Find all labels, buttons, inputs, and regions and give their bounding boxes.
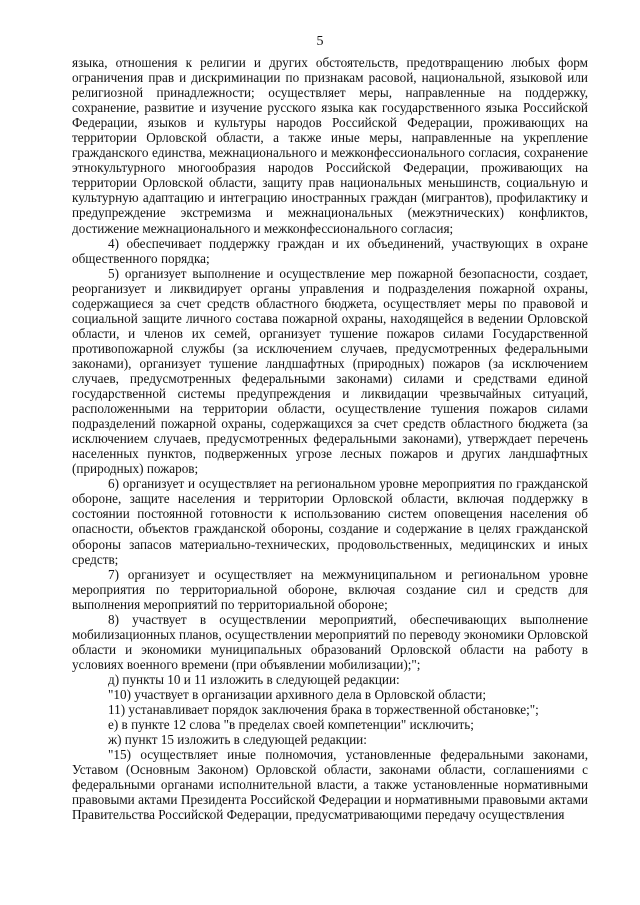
paragraph-item-5: 5) организует выполнение и осуществление мер пожарной безопасности, создает, реорганизует и ликвидирует органы управления и подразделения пожарной охраны, содержащиеся за счет средств областного бюджета, осуществляет меры по правовой и социальной защите личного состава пожарной охраны, находящейся в ведении Орловской области, и членов их семей, организует тушение пожаров силами Государственной противопожарной службы (за исключением случаев, предусмотренных федеральными законами), организует тушение ландшафтных (природных) пожаров (за исключением случаев, предусмотренных федеральными законами) силами и средствами единой государственной системы предупреждения и ликвидации чрезвычайных ситуаций, расположенными на территории области, осуществление тушения пожаров силами подразделений пожарной охраны, содержащихся за счет средств областного бюджета (за исключением случаев, предусмотренных федеральными законами), утверждает перечень населенных пунктов, подверженных угрозе лесных пожаров и других ландшафтных (природных) пожаров;	[72, 265, 588, 477]
page-number: 5	[316, 34, 324, 49]
paragraph-amendment-zh: ж) пункт 15 изложить в следующей редакции:	[108, 732, 367, 748]
paragraph-item-4: 4) обеспечивает поддержку граждан и их объединений, участвующих в охране общественного порядка;	[72, 235, 588, 266]
paragraph-item-7: 7) организует и осуществляет на межмуниципальном и региональном уровне мероприятия по территориальной обороне, включая создание сил и средств для выполнения мероприятий по территориальной обороне;	[72, 566, 588, 612]
paragraph-amendment-d: д) пункты 10 и 11 изложить в следующей редакции:	[108, 671, 400, 687]
paragraph-item-6: 6) организует и осуществляет на региональном уровне мероприятия по гражданской обороне, защите населения и территории Орловской области, включая поддержку в состоянии постоянной готовности к использованию систем оповещения населения об опасности, объектов гражданской обороны, создание и содержание в целях гражданской обороны запасов материально-технических, продовольственных, медицинских и иных средств;	[72, 476, 588, 567]
paragraph-item-11: 11) устанавливает порядок заключения брака в торжественной обстановке;";	[108, 702, 539, 718]
paragraph-item-8: 8) участвует в осуществлении мероприятий, обеспечивающих выполнение мобилизационных планов, осуществлении мероприятий по переводу экономики Орловской области и экономики муниципальных образований Орловской области на работу в условиях военного времени (при объявлении мобилизации);";	[72, 611, 588, 672]
paragraph-continuation: языка, отношения к религии и других обстоятельств, предотвращению любых форм ограничения прав и дискриминации по признакам расовой, национальной, языковой или религиозной принадлежности; осуществляет меры, направленные на поддержку, сохранение, развитие и изучение русского языка как государственного языка Российской Федерации, языков и культуры народов Российской Федерации, проживающих на территории Орловской области, а также иные меры, направленные на укрепление гражданского единства, межнационального и межконфессионального согласия, сохранение этнокультурного многообразия народов Российской Федерации, проживающих на территории Орловской области, защиту прав национальных меньшинств, социальную и культурную адаптацию и интеграцию иностранных граждан (мигрантов), профилактику и предупреждение экстремизма и межнациональных (межэтнических) конфликтов, достижение межнационального и межконфессионального согласия;	[72, 55, 588, 236]
paragraph-item-15: "15) осуществляет иные полномочия, установленные федеральными законами, Уставом (Основным Законом) Орловской области, законами области, соглашениями с федеральными органами исполнительной власти, а также установленные нормативными правовыми актами Президента Российской Федерации и нормативными правовыми актами Правительства Российской Федерации, предусматривающими передачу осуществления	[72, 747, 588, 823]
paragraph-item-10: "10) участвует в организации архивного дела в Орловской области;	[108, 686, 486, 702]
document-body	[72, 55, 588, 822]
paragraph-amendment-e: е) в пункте 12 слова "в пределах своей компетенции" исключить;	[108, 717, 474, 733]
